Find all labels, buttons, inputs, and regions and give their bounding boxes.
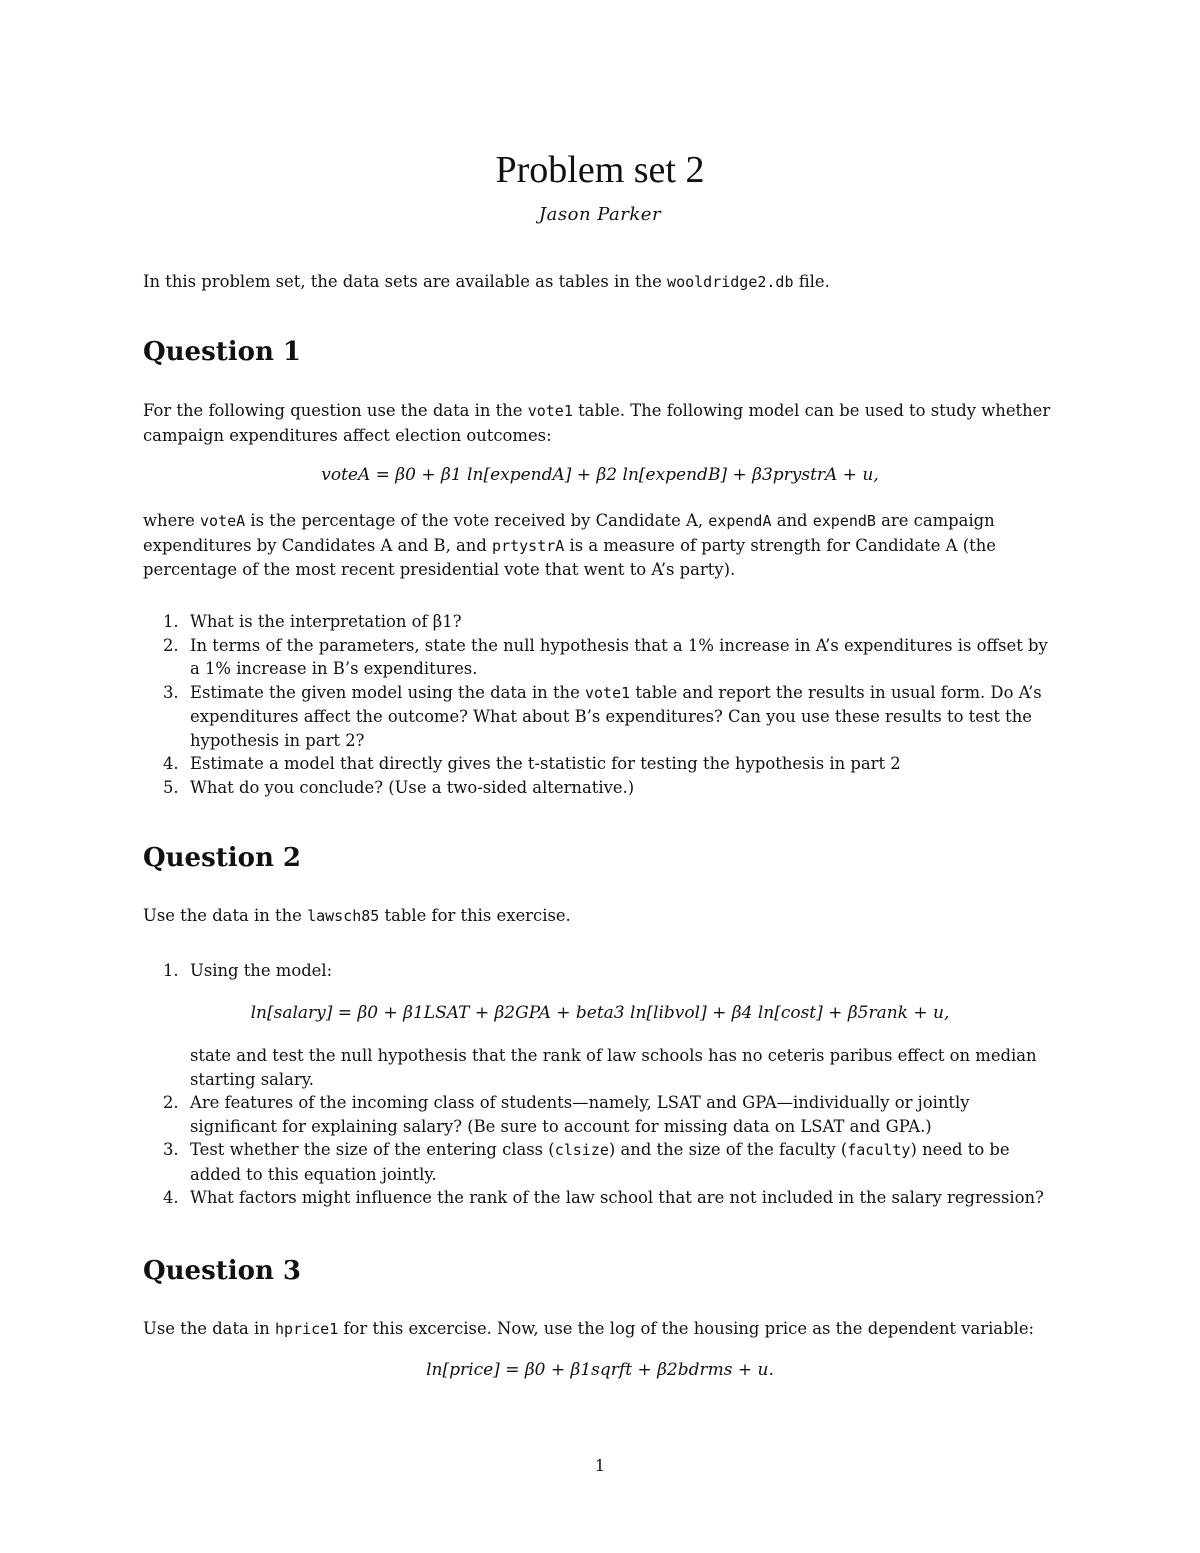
q1-p2-text-d: are campaign expenditures by Candidates A and B, and bbox=[143, 511, 995, 555]
list-item-text: Are features of the incoming class of students—namely, LSAT and GPA—individually or jointly significant for explaining salary? (Be sure to account for missing data on LSAT and GPA.) bbox=[190, 1093, 970, 1136]
q1-p2-code-expenda: expendA bbox=[708, 512, 772, 530]
list-item-text: Estimate a model that directly gives the t-statistic for testing the hypothesis in part 2 bbox=[190, 754, 901, 773]
q1-p1-code: vote1 bbox=[527, 402, 573, 420]
q3-p1-text-2: for this excercise. Now, use the log of the housing price as the dependent variable: bbox=[338, 1319, 1035, 1338]
list-item-text: What do you conclude? (Use a two-sided alternative.) bbox=[190, 777, 635, 797]
list-item-text: What is the interpretation of β1? bbox=[190, 612, 462, 631]
q1-p2-code-expendb: expendB bbox=[812, 512, 876, 530]
q3-equation: ln[price] = β0 + β1sqrft + β2bdrms + u. bbox=[426, 1360, 774, 1380]
list-item-code-clsize: clsize bbox=[554, 1141, 609, 1159]
list-item bbox=[143, 610, 1059, 634]
list-item bbox=[143, 1138, 1059, 1186]
list-item-text: Test whether the size of the entering class ( bbox=[190, 1140, 555, 1159]
list-item bbox=[143, 1091, 1059, 1138]
intro-text-1: In this problem set, the data sets are available as tables in the bbox=[143, 272, 668, 291]
intro-code-filename: wooldridge2.db bbox=[667, 273, 794, 291]
list-item-text: In terms of the parameters, state the null hypothesis that a 1% increase in A’s expenditures is offset by a 1% increase in B’s expenditures. bbox=[190, 635, 1048, 678]
intro-text-2: file. bbox=[793, 272, 830, 291]
list-item-text: state and test the null hypothesis that the rank of law schools has no ceteris paribus effect on median starting salary. bbox=[190, 1046, 1037, 1089]
q1-paragraph-2 bbox=[143, 509, 1059, 582]
q1-p2-code-prtystra: prtystrA bbox=[492, 536, 565, 555]
list-item-text: What factors might influence the rank of the law school that are not included in the salary regression? bbox=[190, 1188, 1044, 1207]
list-item-code-faculty: faculty bbox=[847, 1141, 911, 1159]
q3-p1-text-1: Use the data in bbox=[143, 1319, 276, 1338]
list-number: 5. bbox=[163, 777, 179, 797]
intro-paragraph bbox=[143, 270, 1059, 295]
q3-p1-code: hprice1 bbox=[275, 1320, 339, 1338]
q2-p1-text-2: table for this exercise. bbox=[379, 906, 571, 925]
list-item-text: ) need to be added to this equation jointly. bbox=[190, 1140, 1010, 1184]
list-item-continuation bbox=[143, 1044, 1059, 1091]
document-title: Problem set 2 bbox=[495, 149, 705, 191]
q2-paragraph-1 bbox=[143, 904, 1059, 929]
page-number: 1 bbox=[594, 1456, 606, 1475]
list-item-code: vote1 bbox=[585, 683, 631, 702]
q3-heading: Question 3 bbox=[143, 1256, 302, 1286]
q1-equation: voteA = β0 + β1 ln[expendA] + β2 ln[expendB] + β3prystrA + u, bbox=[321, 465, 879, 485]
document-author: Jason Parker bbox=[538, 204, 662, 225]
q2-question-list-part-1 bbox=[143, 959, 1059, 983]
q1-p2-text-a: where bbox=[143, 511, 201, 530]
q3-paragraph-1 bbox=[143, 1317, 1059, 1342]
q2-equation: ln[salary] = β0 + β1LSAT + β2GPA + beta3 ln[libvol] + β4 ln[cost] + β5rank + u, bbox=[250, 1003, 950, 1023]
list-item bbox=[143, 681, 1059, 753]
q1-p2-code-votea: voteA bbox=[200, 512, 246, 530]
q1-paragraph-1 bbox=[143, 399, 1059, 447]
q1-p1-text-2: table. The following model can be used to study whether campaign expenditures affect election outcomes: bbox=[143, 401, 1051, 445]
list-item bbox=[143, 776, 1059, 800]
q1-p2-text-b: is the percentage of the vote received by Candidate A, bbox=[245, 511, 709, 530]
q1-question-list bbox=[143, 610, 1059, 799]
list-item bbox=[143, 752, 1059, 776]
list-item-text: table and report the results in usual form. Do A’s expenditures affect the outcome? What about B’s expenditures? Can you use these results to test the hypothesis in part 2? bbox=[190, 682, 1042, 750]
list-number: 2. bbox=[163, 635, 179, 655]
q2-heading: Question 2 bbox=[143, 843, 302, 873]
list-number: 1. bbox=[163, 612, 179, 631]
list-item-text: Estimate the given model using the data in the bbox=[190, 682, 585, 702]
q1-p2-text-c: and bbox=[771, 511, 813, 530]
list-item bbox=[143, 959, 1059, 983]
q2-question-list-part-2 bbox=[143, 1044, 1059, 1210]
q2-p1-text-1: Use the data in the bbox=[143, 906, 308, 925]
list-item-text: ) and the size of the faculty ( bbox=[608, 1140, 848, 1159]
list-number: 1. bbox=[163, 961, 179, 980]
list-item bbox=[143, 1186, 1059, 1210]
q1-p1-text-1: For the following question use the data in the bbox=[143, 401, 528, 420]
list-item-text: Using the model: bbox=[190, 961, 333, 980]
q1-p2-text-e: is a measure of party strength for Candidate A (the percentage of the most recent presidential vote that went to A’s party). bbox=[143, 535, 996, 579]
list-number: 4. bbox=[163, 1188, 179, 1207]
q1-heading: Question 1 bbox=[143, 337, 302, 367]
list-number: 3. bbox=[163, 1140, 179, 1159]
list-number: 4. bbox=[163, 754, 179, 773]
list-number: 2. bbox=[163, 1093, 179, 1112]
list-item bbox=[143, 634, 1059, 681]
list-number: 3. bbox=[163, 682, 179, 702]
q2-p1-code: lawsch85 bbox=[307, 907, 380, 925]
